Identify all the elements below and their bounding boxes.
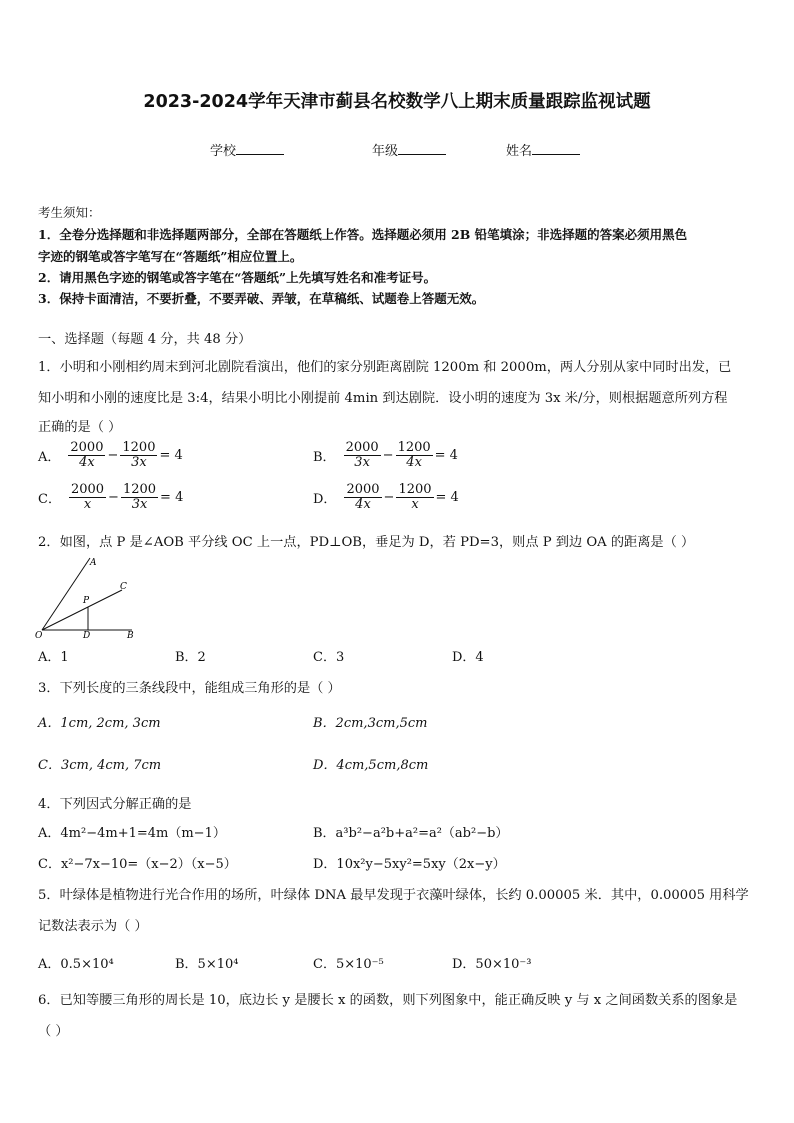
q3-option-b[interactable]: B．2cm,3cm,5cm [313, 716, 428, 731]
q5-option-b[interactable]: B．5×10⁴ [175, 957, 239, 972]
q5-option-a[interactable]: A．0.5×10⁴ [38, 957, 114, 972]
ray-oa [42, 558, 90, 630]
q4-text: 4．下列因式分解正确的是 [38, 797, 192, 812]
school-field[interactable] [210, 140, 284, 159]
q3-option-a[interactable]: A．1cm, 2cm, 3cm [38, 716, 161, 731]
ray-oc [42, 590, 122, 630]
q6-line2: （ ） [38, 1024, 69, 1039]
q3-text: 3．下列长度的三条线段中，能组成三角形的是（ ） [38, 681, 341, 696]
label-a: A [90, 558, 97, 568]
q6-line1: 6．已知等腰三角形的周长是 10，底边长 y 是腰长 x 的函数，则下列图象中，能正确反映 y 与 x 之间函数关系的图象是 [38, 993, 738, 1008]
q5-option-c[interactable]: C．5×10⁻⁵ [313, 957, 384, 972]
q1-line3: 正确的是（ ） [38, 420, 122, 435]
label-d: D [83, 631, 91, 640]
q3-option-c[interactable]: C．3cm, 4cm, 7cm [38, 758, 162, 773]
label-o: O [35, 631, 43, 640]
school-blank [236, 142, 284, 155]
grade-label: 年级 [372, 144, 399, 159]
name-blank [532, 142, 580, 155]
page-title: 2023-2024学年天津市蓟县名校数学八上期末质量跟踪监视试题 [143, 92, 651, 112]
grade-field[interactable] [372, 140, 446, 159]
notice-item-1a: 1．全卷分选择题和非选择题两部分，全部在答题纸上作答。选择题必须用 2B 铅笔填涂；非选择题的答案必须用黑色 [38, 227, 688, 242]
q3-option-d[interactable]: D．4cm,5cm,8cm [313, 758, 429, 773]
school-label: 学校 [210, 144, 237, 159]
q5-line2: 记数法表示为（ ） [38, 919, 148, 934]
q2-option-a[interactable]: A．1 [38, 650, 69, 665]
grade-blank [398, 142, 446, 155]
q5-option-d[interactable]: D．50×10⁻³ [452, 957, 532, 972]
notice-heading: 考生须知： [38, 205, 101, 220]
q1-option-c[interactable]: C． $\frac{2000}{x}$ − $\frac{1200}{3x}$ = 4 [38, 482, 184, 513]
q1-option-d[interactable]: D． $\frac{2000}{4x}$ − $\frac{1200}{x}$ = 4 [313, 482, 459, 513]
q4-option-b[interactable]: B．a³b²−a²b+a²=a²（ab²−b） [313, 826, 509, 841]
notice-item-1b: 字迹的钢笔或答字笔写在“答题纸”相应位置上。 [38, 249, 303, 264]
q2-text: 2．如图，点 P 是∠AOB 平分线 OC 上一点，PD⊥OB，垂足为 D，若 PD=3，则点 P 到边 OA 的距离是（ ） [38, 535, 695, 550]
section-heading: 一、选择题（每题 4 分，共 48 分） [38, 332, 252, 347]
label-p: P [83, 596, 90, 606]
q1-option-a[interactable]: A． $\frac{2000}{4x}$ − $\frac{1200}{3x}$ = 4 [38, 440, 183, 471]
q1-line2: 知小明和小刚的速度比是 3:4，结果小明比小刚提前 4min 到达剧院．设小明的速度为 3x 米/分，则根据题意所列方程 [38, 391, 728, 406]
label-c: C [120, 582, 127, 592]
q5-line1: 5．叶绿体是植物进行光合作用的场所，叶绿体 DNA 最早发现于衣藻叶绿体，长约 0.00005 米．其中，0.00005 用科学 [38, 888, 749, 903]
q2-option-c[interactable]: C．3 [313, 650, 345, 665]
q1-option-b[interactable]: B． $\frac{2000}{3x}$ − $\frac{1200}{4x}$ = 4 [313, 440, 458, 471]
q1-line1: 1．小明和小刚相约周末到河北剧院看演出，他们的家分别距离剧院 1200m 和 2000m，两人分别从家中同时出发，已 [38, 360, 732, 375]
q2-option-b[interactable]: B．2 [175, 650, 206, 665]
angle-figure [34, 554, 144, 640]
q2-option-d[interactable]: D．4 [452, 650, 484, 665]
name-label: 姓名 [506, 144, 533, 159]
q4-option-c[interactable]: C．x²−7x−10=（x−2）（x−5） [38, 857, 237, 872]
q4-option-d[interactable]: D．10x²y−5xy²=5xy（2x−y） [313, 857, 506, 872]
q4-option-a[interactable]: A．4m²−4m+1=4m（m−1） [38, 826, 226, 841]
label-b: B [127, 631, 134, 640]
name-field[interactable] [506, 140, 580, 159]
notice-item-2: 2．请用黑色字迹的钢笔或答字笔在“答题纸”上先填写姓名和准考证号。 [38, 270, 437, 285]
notice-item-3: 3．保持卡面清洁，不要折叠，不要弄破、弄皱，在草稿纸、试题卷上答题无效。 [38, 291, 485, 306]
